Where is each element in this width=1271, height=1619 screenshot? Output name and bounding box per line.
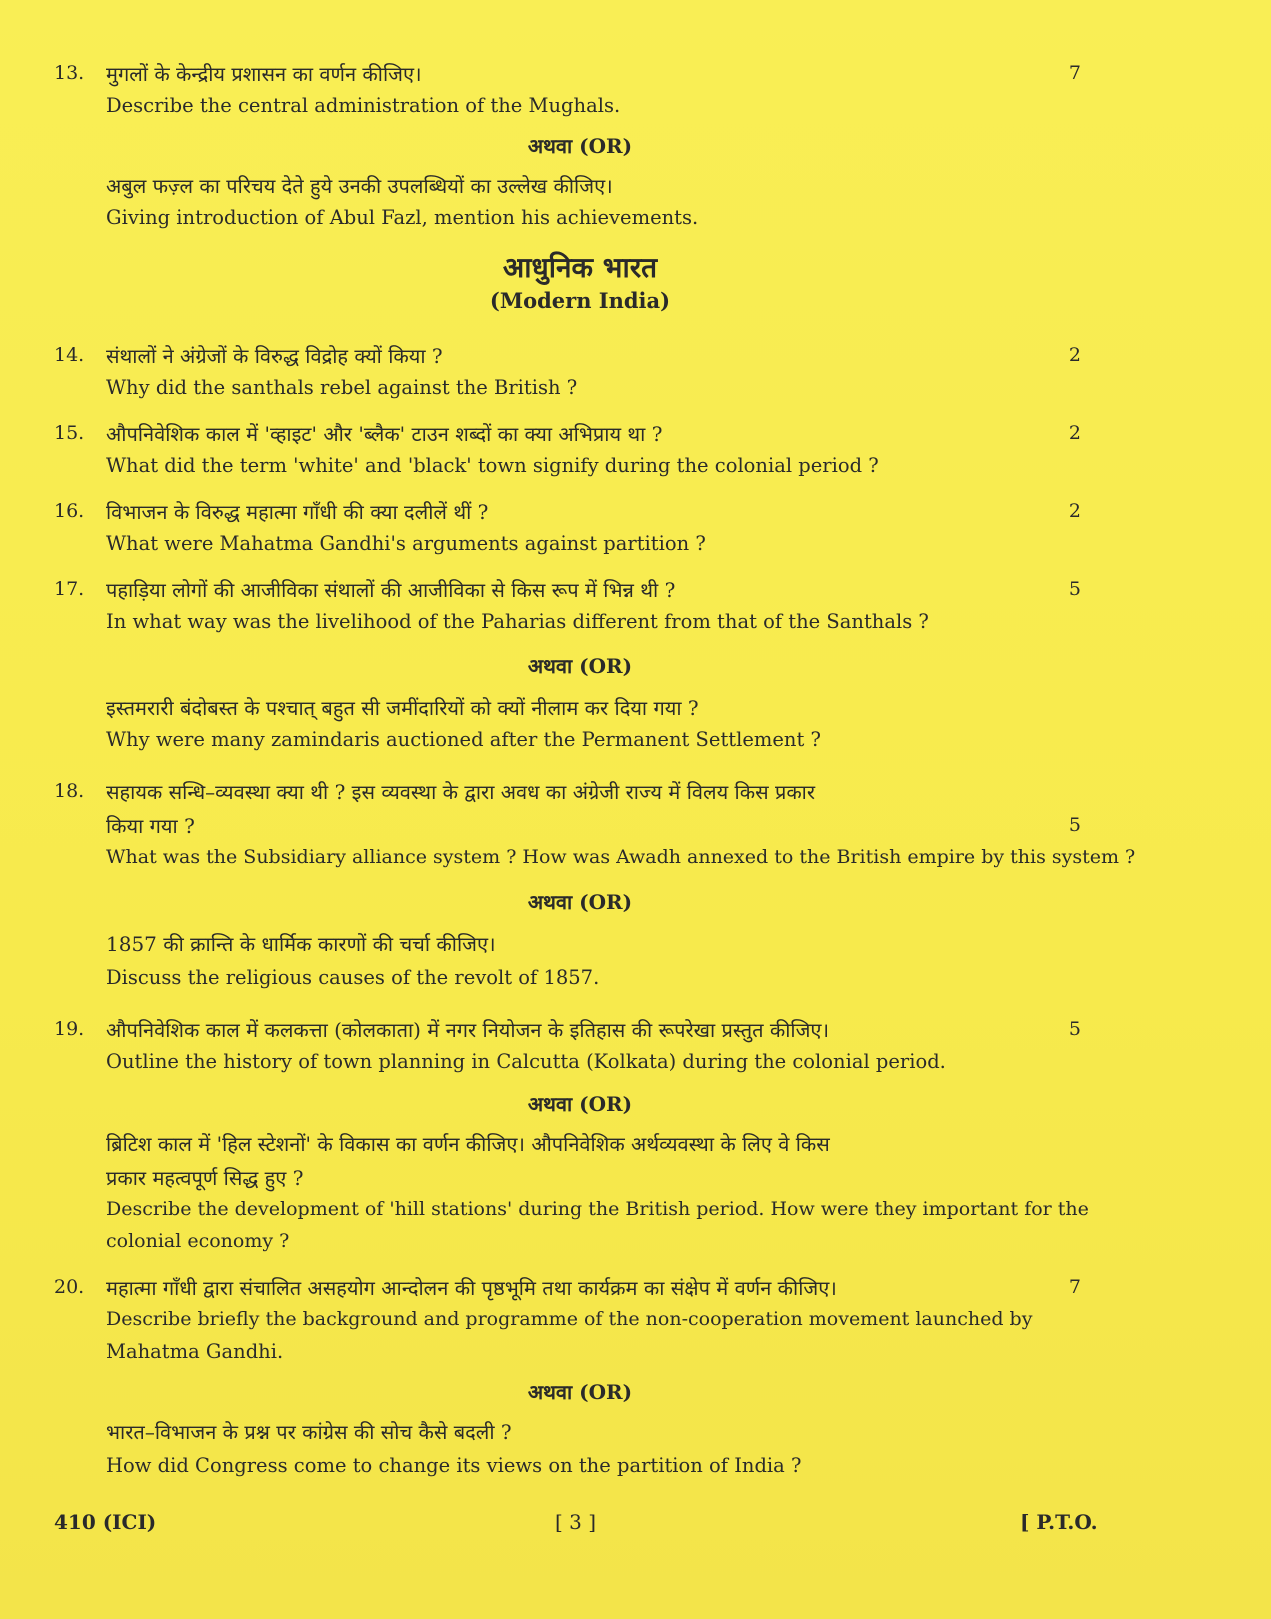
- question-hindi: विभाजन के विरुद्ध महात्मा गाँधी की क्या दलीलें थीं ?: [106, 500, 489, 524]
- question-english-continued: Mahatma Gandhi.: [106, 1340, 284, 1363]
- question-marks: 2: [1068, 500, 1081, 522]
- question-hindi: औपनिवेशिक काल में 'व्हाइट' और 'ब्लैक' टाउन शब्दों का क्या अभिप्राय था ?: [106, 422, 663, 446]
- question-english: What were Mahatma Gandhi's arguments against partition ?: [106, 532, 706, 555]
- alternative-hindi: 1857 की क्रान्ति के धार्मिक कारणों की चर्चा कीजिए।: [106, 932, 496, 956]
- paper-code: 410 (ICI): [54, 1510, 157, 1534]
- alternative-hindi: ब्रिटिश काल में 'हिल स्टेशनों' के विकास का वर्णन कीजिए। औपनिवेशिक अर्थव्यवस्था के लिए वे किस: [106, 1132, 830, 1156]
- alternative-english: Describe the development of 'hill stations' during the British period. How were they important for the: [106, 1198, 1089, 1220]
- question-number: 18.: [54, 780, 85, 802]
- question-english: What was the Subsidiary alliance system ? How was Awadh annexed to the British empire by this system ?: [106, 846, 1136, 868]
- alternative-english: How did Congress come to change its views on the partition of India ?: [106, 1454, 802, 1477]
- alternative-english: Giving introduction of Abul Fazl, mention his achievements.: [106, 206, 699, 229]
- or-separator: अथवा (OR): [527, 654, 633, 678]
- section-title-english: (Modern India): [489, 288, 671, 313]
- or-separator: अथवा (OR): [527, 890, 633, 914]
- alternative-hindi: इस्तमरारी बंदोबस्त के पश्चात् बहुत सी जमींदारियों को क्यों नीलाम कर दिया गया ?: [106, 696, 699, 720]
- question-english: Outline the history of town planning in Calcutta (Kolkata) during the colonial period.: [106, 1050, 946, 1073]
- alternative-english: Discuss the religious causes of the revolt of 1857.: [106, 966, 600, 989]
- question-marks: 5: [1068, 814, 1081, 836]
- question-english: In what way was the livelihood of the Paharias different from that of the Santhals ?: [106, 610, 929, 633]
- or-separator: अथवा (OR): [527, 1380, 633, 1404]
- question-english: Why did the santhals rebel against the British ?: [106, 376, 578, 399]
- question-number: 16.: [54, 500, 85, 522]
- page-number: [ 3 ]: [555, 1510, 597, 1534]
- please-turn-over: [ P.T.O.: [1020, 1510, 1098, 1534]
- question-marks: 7: [1068, 62, 1081, 84]
- question-number: 13.: [54, 62, 85, 84]
- question-number: 19.: [54, 1018, 85, 1040]
- alternative-english: Why were many zamindaris auctioned after the Permanent Settlement ?: [106, 728, 821, 751]
- question-number: 17.: [54, 578, 85, 600]
- alternative-hindi-continued: प्रकार महत्वपूर्ण सिद्ध हुए ?: [106, 1166, 304, 1190]
- question-number: 14.: [54, 344, 85, 366]
- question-marks: 7: [1068, 1276, 1081, 1298]
- section-title-hindi: आधुनिक भारत: [502, 251, 658, 284]
- question-hindi: मुगलों के केन्द्रीय प्रशासन का वर्णन कीजिए।: [106, 62, 422, 86]
- question-number: 15.: [54, 422, 85, 444]
- question-english: Describe briefly the background and programme of the non-cooperation movement launched by: [106, 1308, 1033, 1330]
- question-hindi: पहाड़िया लोगों की आजीविका संथालों की आजीविका से किस रूप में भिन्न थी ?: [106, 578, 676, 602]
- question-english: Describe the central administration of the Mughals.: [106, 94, 621, 117]
- alternative-english-continued: colonial economy ?: [106, 1230, 290, 1252]
- question-marks: 2: [1068, 422, 1081, 444]
- question-hindi: महात्मा गाँधी द्वारा संचालित असहयोग आन्दोलन की पृष्ठभूमि तथा कार्यक्रम का संक्षेप में वर्णन कीजिए।: [106, 1276, 837, 1300]
- question-hindi-continued: किया गया ?: [106, 814, 195, 838]
- question-marks: 5: [1068, 578, 1081, 600]
- or-separator: अथवा (OR): [527, 134, 633, 158]
- question-hindi: संथालों ने अंग्रेजों के विरुद्ध विद्रोह क्यों किया ?: [106, 344, 443, 368]
- question-hindi: सहायक सन्धि–व्यवस्था क्या थी ? इस व्यवस्था के द्वारा अवध का अंग्रेजी राज्य में विलय किस प्रकार: [106, 780, 816, 804]
- alternative-hindi: अबुल फज़्ल का परिचय देते हुये उनकी उपलब्धियों का उल्लेख कीजिए।: [106, 174, 613, 198]
- alternative-hindi: भारत–विभाजन के प्रश्न पर कांग्रेस की सोच कैसे बदली ?: [106, 1420, 512, 1444]
- question-number: 20.: [54, 1276, 85, 1298]
- question-marks: 5: [1068, 1018, 1081, 1040]
- question-english: What did the term 'white' and 'black' town signify during the colonial period ?: [106, 454, 879, 477]
- question-marks: 2: [1068, 344, 1081, 366]
- or-separator: अथवा (OR): [527, 1092, 633, 1116]
- question-hindi: औपनिवेशिक काल में कलकत्ता (कोलकाता) में नगर नियोजन के इतिहास की रूपरेखा प्रस्तुत कीजिए।: [106, 1018, 830, 1042]
